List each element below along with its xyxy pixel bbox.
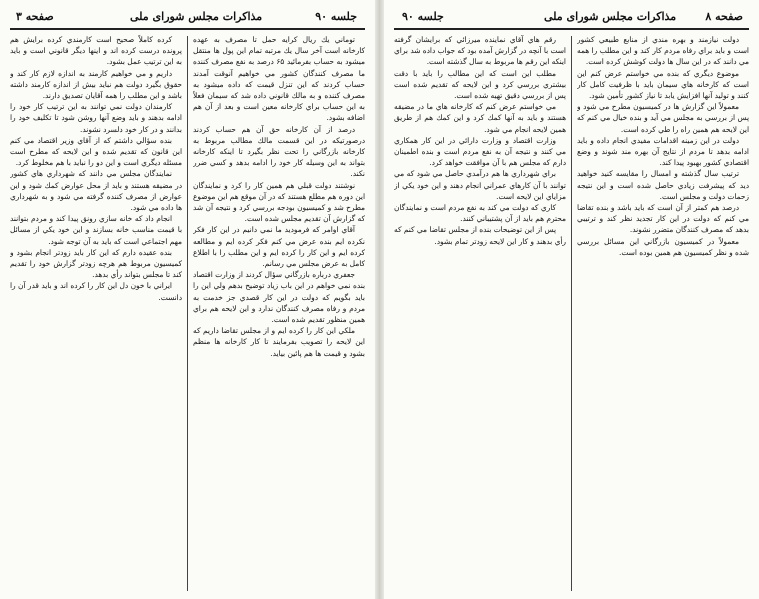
left-page <box>0 0 375 599</box>
paragraph: رقم هاي آقاي نماينده ميرزائي كه برايشان گرفته است با آنچه در گزارش آمده بود كه جواب داده شد براي اينكه اين رقم ها مربوط به سال گذشته است. <box>394 35 566 67</box>
paragraph: نوشتند دولت قبلي هم همين كار را كرد و نمايندگان اين دوره هم مطلع هستند كه در آن موقع هم اين موضوع مطرح شد و كميسيون بودجه بررسي كرد و نتيجه آن شد كه گزارش آن تقديم مجلس شده است. <box>193 180 365 224</box>
column-divider <box>571 36 572 591</box>
paragraph: بنده سؤالي داشتم كه از آقاي وزير اقتصاد مي كنم اين قانون كه تقديم شده و اين لايحه كه مطرح است مسئله ديگري است و اين دو را نبايد با هم مخلوط كرد. <box>10 135 182 168</box>
paragraph: دولت نيازمند و بهره مندي از منابع طبيعي كشور است و بايد براي رفاه مردم كار كند و اين مطلب را همه مي دانند كه در اين سال ها دولت كوشش كرده است. <box>577 35 749 67</box>
left-page-columns <box>10 34 365 593</box>
paragraph: نمايندگان مجلس مي دانند كه شهرداري هاي كشور در مضيقه هستند و بايد از محل عوارض كمك شود و اين عوارض از مصرف كننده گرفته مي شود و به شهرداري ها داده مي شود. <box>10 169 182 213</box>
paragraph: پس از اين توضيحات بنده از مجلس تقاضا مي كنم كه رأي بدهند و كار اين لايحه زودتر تمام بشود. <box>394 225 566 246</box>
paragraph: معمولاً در كميسيون بازرگاني اين مسائل بررسي شده و نظر كميسيون هم همين بوده است. <box>577 236 749 257</box>
left-page-column-right <box>193 34 365 593</box>
left-page-session: جلسه ۹۰ <box>315 10 357 23</box>
right-page-number: صفحه ۸ <box>705 10 743 23</box>
right-page <box>384 0 759 599</box>
paragraph: كارمندان دولت نمي توانند به اين ترتيب كار خود را ادامه بدهند و بايد وضع آنها روشن شود تا تكليف خود را بدانند و در كار خود دلسرد نشوند. <box>10 102 182 134</box>
right-page-title: مذاکرات مجلس شورای ملی <box>544 10 677 23</box>
paragraph: معمولاً اين گزارش ها در كميسيون مطرح مي شود و پس از بررسي به مجلس مي آيد و بنده خيال مي كنم كه اين لايحه هم همين راه را طي كرده است. <box>577 102 749 134</box>
left-page-number: صفحه ۳ <box>16 10 54 23</box>
left-page-title: مذاکرات مجلس شورای ملی <box>130 10 263 23</box>
paragraph: آقاي اوامر كه فرموديد ما نمي دانيم در اين كار فكر نكرده ايم بنده عرض مي كنم فكر كرده ايم و مطالعه كرده ايم و اين كار را كرده ايم و اين مطلب را با اطلاع كامل به عرض مجلس مي رسانم. <box>193 225 365 269</box>
right-page-column-right <box>577 34 749 593</box>
paragraph: بنده عقيده دارم كه اين كار بايد زودتر انجام بشود و كميسيون مربوط هم هرچه زودتر گزارش خود را تقديم كند تا مجلس بتواند رأي بدهد. <box>10 247 182 280</box>
paragraph: موضوع ديگري كه بنده مي خواستم عرض كنم اين است كه كارخانه هاي سيمان بايد با ظرفيت كامل كار كنند و توليد آنها افزايش يابد تا نياز كشور تأمين شود. <box>577 68 749 101</box>
book-gutter <box>375 0 384 599</box>
paragraph: كرده كاملاً صحيح است كارمندي كرده برايش هم پرونده درست كرده اند و اينها ديگر قانوني است و بايد به اين ترتيب عمل بشود. <box>10 35 182 67</box>
paragraph: مطلب اين است كه اين مطالب را بايد با دقت بيشتري بررسي كرد و اين لايحه كه تقديم شده است پس از بررسي دقيق تهيه شده است. <box>394 68 566 101</box>
paragraph: كاري كه دولت مي كند به نفع مردم است و نمايندگان محترم هم بايد از آن پشتيباني كنند. <box>394 203 566 224</box>
paragraph: ترتيب سال گذشته و امسال را مقايسه كنيد خواهيد ديد كه پيشرفت زيادي حاصل شده است و اين نتيجه زحمات دولت و مجلس است. <box>577 169 749 201</box>
paragraph: انجام داد كه خانه سازي رونق پيدا كند و مردم بتوانند با قيمت مناسب خانه بسازند و اين خود يكي از مسائل مهم اجتماعي است كه بايد به آن توجه شود. <box>10 214 182 246</box>
paragraph: وزارت اقتصاد و وزارت دارائي در اين كار همكاري مي كنند و نتيجه آن به نفع مردم است و بنده اطمينان دارم كه مجلس هم با آن موافقت خواهد كرد. <box>394 135 566 168</box>
left-page-header <box>10 6 365 30</box>
right-page-columns <box>394 34 749 593</box>
paragraph: داريم و مي خواهيم كارمند به اندازه لازم كار كند و حقوق بگيرد دولت هم نبايد بيش از اندازه كارمند داشته باشد و اين مطلب را همه آقايان تصديق دارند. <box>10 68 182 101</box>
paragraph: توماني يك ريال كرايه حمل تا مصرف به عهده كارخانه است آخر سال يك مرتبه تمام اين پول ها منتقل ميشود به حساب بفرمائيد ۶۵ درصد به نفع مصرف كننده ما مصرف كنندگان كشور مي خواهيم آنوقت آمدند حساب كردند كه اين تنزل قيمت كه داده ميشود به مصرف كننده و به مالك قانوني داده شد كه سيمان فعلاً به اين حساب براي كارخانه معين است و بعد از آن هم اضافه بشود. <box>193 35 365 123</box>
paragraph: جعفري درباره بازرگاني سؤال كردند از وزارت اقتصاد بنده نمي خواهم در اين باب زياد توضيح بدهم ولي اين را بايد بگويم كه دولت در اين كار قصدي جز خدمت به مردم و رفاه مصرف كنندگان ندارد و اين لايحه هم براي همين منظور تقديم شده است. <box>193 270 365 325</box>
right-page-column-left <box>394 34 566 593</box>
right-page-session: جلسه ۹۰ <box>402 10 444 23</box>
right-page-header <box>394 6 749 30</box>
paragraph: درصد هم كمتر از آن است كه بايد باشد و بنده تقاضا مي كنم كه دولت در اين كار تجديد نظر كند و ترتيبي بدهد كه مصرف كنندگان متضرر نشوند. <box>577 203 749 235</box>
paragraph: درصد از آن كارخانه حق آن هم حساب كردند درصورتيكه در اين قسمت مالك مطالب مربوط به كارخانه بازرگاني را تحت نظر بگيرد تا اينكه كارخانه بتواند به اين وسيله كار خود را ادامه بدهد و كسي ضرر نكند. <box>193 124 365 179</box>
column-divider <box>187 36 188 591</box>
paragraph: ملكي اين كار را كرده ايم و از مجلس تقاضا داريم كه اين لايحه را تصويب بفرمايند تا كار كارخانه ها منظم بشود و قيمت ها هم پائين بيايد. <box>193 326 365 358</box>
paragraph: مي خواستم عرض كنم كه كارخانه هاي ما در مضيقه هستند و بايد به آنها كمك كرد و اين كمك هم از طريق همين لايحه انجام مي شود. <box>394 102 566 134</box>
paragraph: براي شهرداري ها هم درآمدي حاصل مي شود كه مي توانند با آن كارهاي عمراني انجام دهند و اين خود يكي از مزاياي اين لايحه است. <box>394 169 566 201</box>
paragraph: ايراني با خون دل اين كار را كرده اند و بايد قدر آن را دانست. <box>10 281 182 302</box>
paragraph: دولت در اين زمينه اقدامات مفيدي انجام داده و بايد ادامه بدهد تا مردم از نتايج آن بهره مند شوند و وضع اقتصادي كشور بهبود پيدا كند. <box>577 135 749 168</box>
left-page-column-left <box>10 34 182 593</box>
